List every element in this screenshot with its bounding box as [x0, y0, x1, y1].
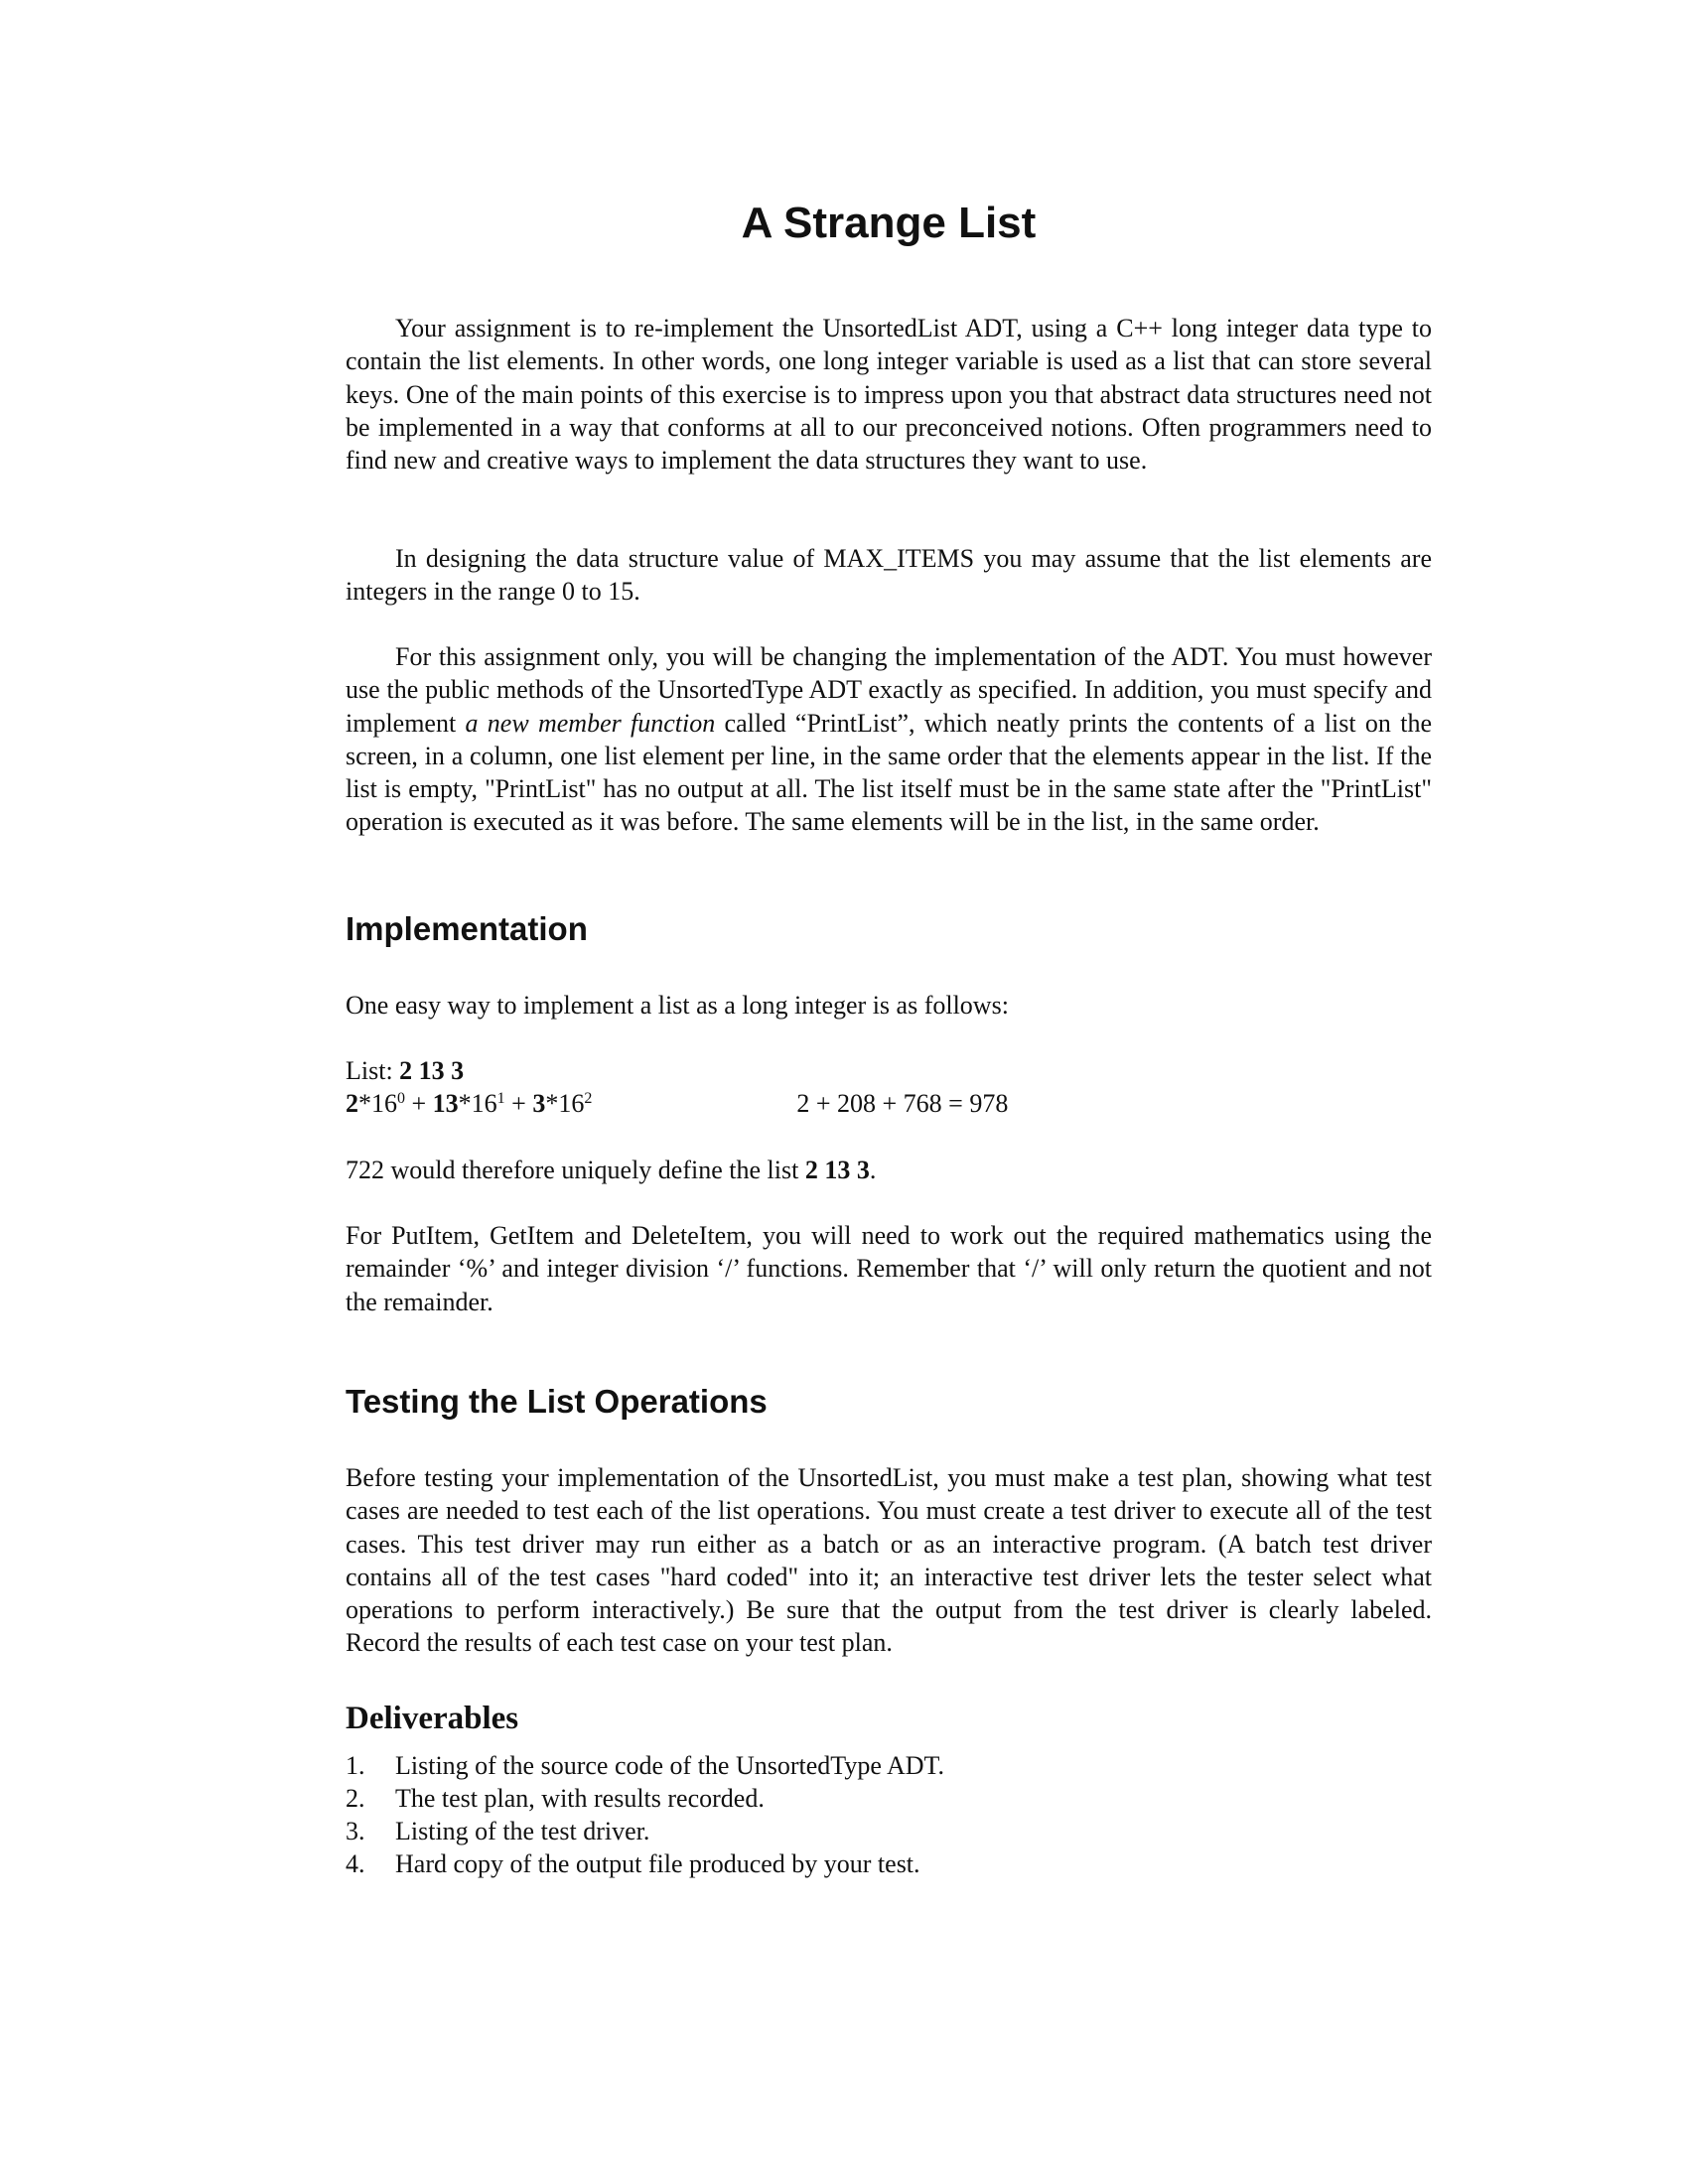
- term-coef: 13: [432, 1089, 459, 1118]
- implementation-heading: Implementation: [346, 910, 588, 947]
- intro-paragraph-1: Your assignment is to re-implement the UnsortedList ADT, using a C++ long integer data type to contain the list elements. In other words, one long integer variable is used as a list that can store several keys. One of the main points of this exercise is to impress upon you that abstract data structures need not be implemented in a way that conforms at all to our preconceived notions. Often programmers need to find new and creative ways to implement the data structures they want to use.: [346, 314, 1432, 476]
- intro-paragraph-2: In designing the data structure value of MAX_ITEMS you may assume that the list elements are integers in the range 0 to 15.: [346, 544, 1432, 607]
- list-item-number: 2.: [346, 1784, 365, 1813]
- deliverables-heading: Deliverables: [346, 1701, 519, 1736]
- list-item-text: The test plan, with results recorded.: [395, 1784, 765, 1813]
- example-sum: 2 + 208 + 768 = 978: [796, 1089, 1009, 1118]
- term-coef: 2: [346, 1089, 358, 1118]
- testing-heading: Testing the List Operations: [346, 1383, 768, 1420]
- term-separator: +: [504, 1089, 533, 1118]
- testing-paragraph: Before testing your implementation of the UnsortedList, you must make a test plan, showing what test cases are needed to test each of the list operations. You must create a test driver to execute all of the test cases. This test driver may run either as a batch or as an interactive program. (A batch test driver contains all of the test cases "hard coded" into it; an interactive test driver lets the tester select what operations to perform interactively.) Be sure that the output from the test driver is clearly labeled. Record the results of each test case on your test plan.: [346, 1463, 1432, 1658]
- unique-before: 722 would therefore uniquely define the list: [346, 1156, 805, 1184]
- term-base: *16: [458, 1089, 497, 1118]
- math-paragraph: For PutItem, GetItem and DeleteItem, you will need to work out the required mathematics using the remainder ‘%’ and integer division ‘/’ functions. Remember that ‘/’ will only return the quotient and not the remainder.: [346, 1221, 1432, 1316]
- unique-sentence: [346, 1154, 876, 1186]
- list-item-text: Hard copy of the output file produced by your test.: [395, 1849, 920, 1878]
- list-item: [346, 1782, 944, 1815]
- term-exponent: 1: [496, 1090, 505, 1107]
- list-item: [346, 1847, 944, 1880]
- intro-p3-after: called “PrintList”, which neatly prints the contents of a list on the screen, in a column, one list element per line, in the same order that the elements appear in the list. If the list is empty, "PrintList" has no output at all. The list itself must be in the same state after the "PrintList" operation is executed as it was before. The same elements will be in the list, in the same order.: [346, 708, 1432, 837]
- intro-p3-before: For this assignment only, you will be changing the implementation of the ADT. You must however use the public methods of the UnsortedType ADT exactly as specified. In addition, you must specify and implement: [346, 642, 1432, 738]
- example-list: [346, 1054, 464, 1087]
- unique-after: .: [869, 1156, 877, 1184]
- list-item-number: 4.: [346, 1849, 365, 1878]
- list-item-number: 3.: [346, 1817, 365, 1845]
- term-exponent: 0: [397, 1090, 405, 1107]
- list-item-number: 1.: [346, 1751, 365, 1780]
- deliverables-list: [346, 1749, 944, 1880]
- list-item: [346, 1815, 944, 1847]
- list-item-text: Listing of the test driver.: [395, 1817, 650, 1845]
- intro-paragraph-3: [346, 640, 1432, 839]
- list-item: [346, 1749, 944, 1782]
- intro-p3-emphasis: a new member function: [465, 708, 716, 738]
- implementation-lead: One easy way to implement a list as a long integer is as follows:: [346, 991, 1009, 1020]
- term-base: *16: [545, 1089, 585, 1118]
- unique-list: 2 13 3: [804, 1156, 870, 1184]
- example-list-label: List:: [346, 1056, 400, 1085]
- term-base: *16: [358, 1089, 397, 1118]
- term-coef: 3: [532, 1089, 546, 1118]
- term-separator: +: [405, 1089, 433, 1118]
- list-item-text: Listing of the source code of the UnsortedType ADT.: [395, 1751, 944, 1780]
- example-list-values: 2 13 3: [399, 1056, 465, 1085]
- example-formula: [346, 1087, 1008, 1120]
- term-exponent: 2: [584, 1090, 593, 1107]
- page-title: A Strange List: [741, 199, 1037, 247]
